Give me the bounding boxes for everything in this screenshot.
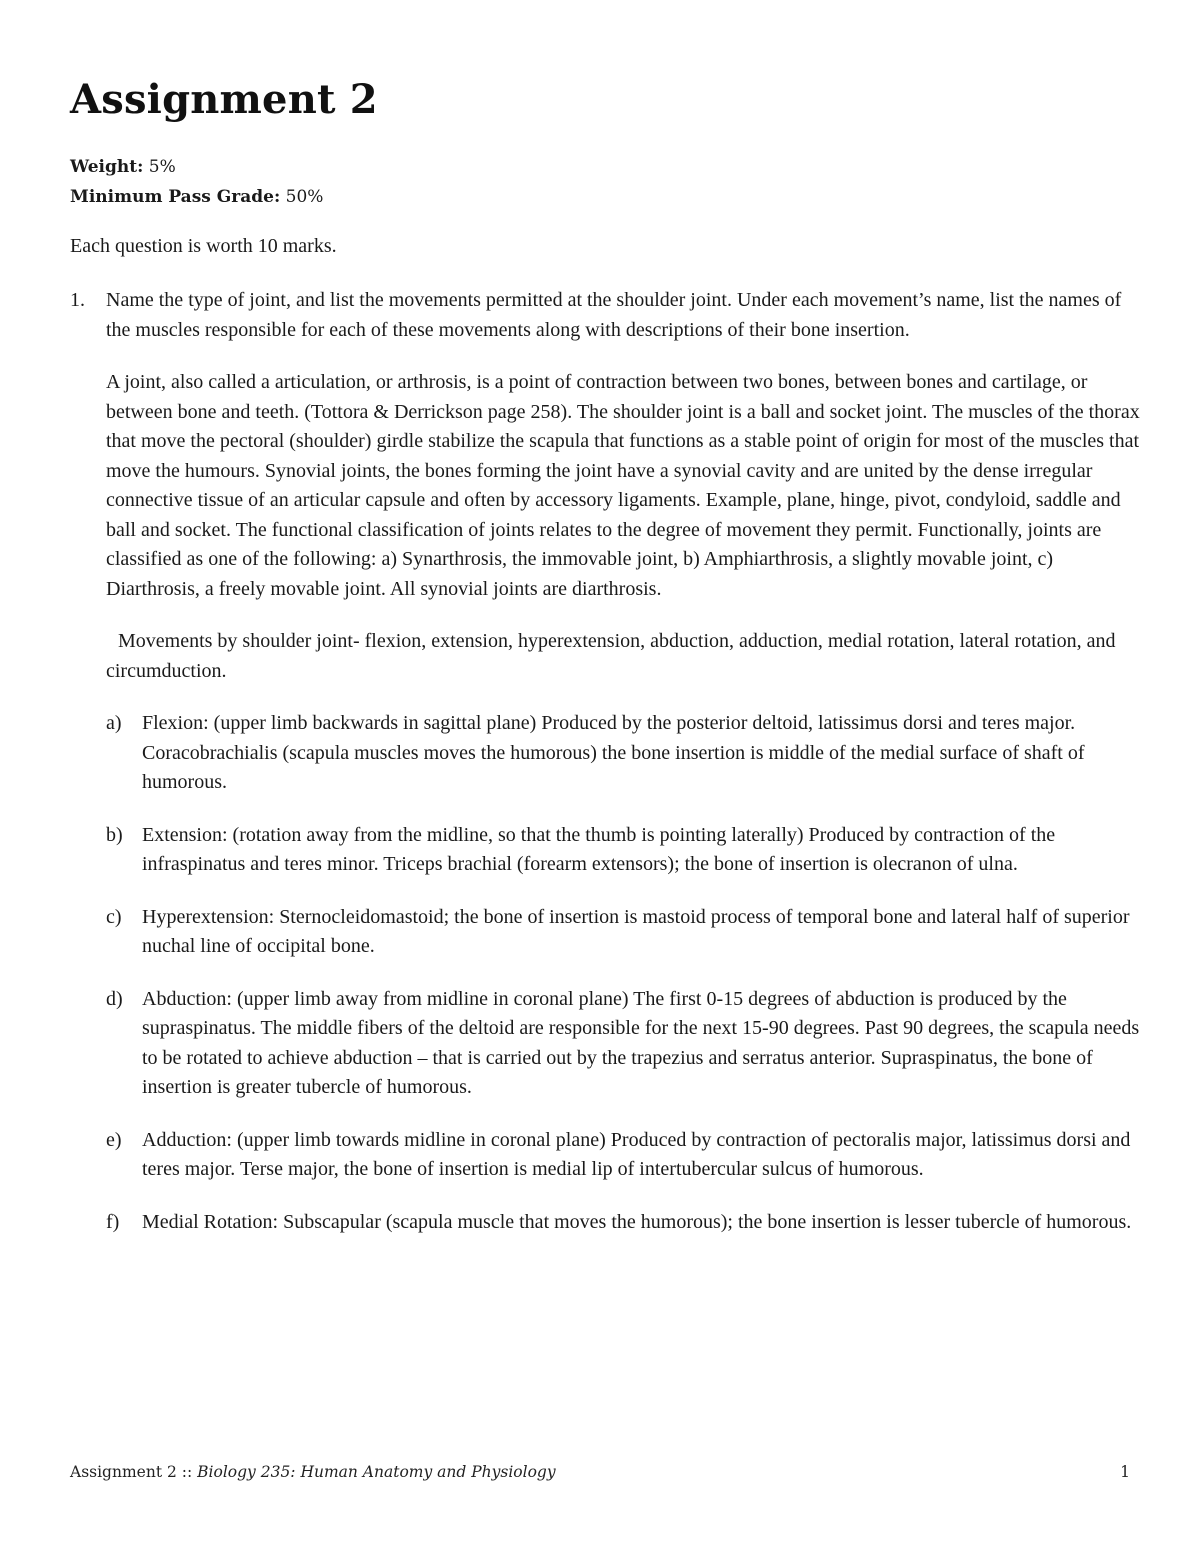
page-footer	[70, 1460, 1130, 1484]
assignment-meta	[70, 152, 323, 212]
list-item-letter: b)	[106, 823, 123, 846]
min-pass-label: Minimum Pass Grade:	[70, 187, 281, 207]
footer-prefix: Assignment 2 ::	[70, 1463, 198, 1481]
list-item-text: Extension: (rotation away from the midline, so that the thumb is pointing laterally) Produced by contraction of the infraspinatus and teres minor. Triceps brachial (forearm extensors); the bone of insertion is olecranon of ulna.	[142, 823, 1056, 875]
min-pass-line	[70, 182, 323, 212]
question-1	[70, 286, 1140, 1260]
question-1-prompt-row	[70, 286, 1140, 345]
list-item-letter: d)	[106, 987, 123, 1010]
question-prompt: Name the type of joint, and list the movements permitted at the shoulder joint. Under each movement’s name, list the names of the muscles responsible for each of these movements along with descriptions of their bone insertion.	[106, 289, 1122, 341]
list-item-text: Adduction: (upper limb towards midline in coronal plane) Produced by contraction of pectoralis major, latissimus dorsi and teres major. Terse major, the bone of insertion is medial lip of intertubercular sulcus of humorous.	[142, 1128, 1131, 1180]
page-title: Assignment 2	[70, 76, 378, 123]
weight-line	[70, 152, 323, 182]
movement-list	[106, 709, 1140, 1237]
movements-intro: Movements by shoulder joint- flexion, extension, hyperextension, abduction, adduction, medial rotation, lateral rotation, and circumduction.	[106, 630, 1116, 682]
footer-course: Biology 235: Human Anatomy and Physiology	[197, 1463, 556, 1481]
list-item-text: Flexion: (upper limb backwards in sagittal plane) Produced by the posterior deltoid, latissimus dorsi and teres major. Coracobrachialis (scapula muscles moves the humorous) the bone insertion is middle of the medial surface of shaft of humorous.	[142, 712, 1085, 793]
list-item-letter: f)	[106, 1210, 120, 1233]
list-item	[106, 821, 1140, 880]
list-item	[106, 985, 1140, 1103]
min-pass-value: 50%	[285, 187, 324, 207]
answer-paragraph: A joint, also called a articulation, or arthrosis, is a point of contraction between two bones, between bones and cartilage, or between bone and teeth. (Tottora & Derrickson page 258). The shoulder joint is a ball and socket joint. The muscles of the thorax that move the pectoral (shoulder) girdle stabilize the scapula that functions as a stable point of origin for most of the muscles that move the humours. Synovial joints, the bones forming the joint have a synovial cavity and are united by the dense irregular connective tissue of an articular capsule and often by accessory ligaments. Example, plane, hinge, pivot, condyloid, saddle and ball and socket. The functional classification of joints relates to the degree of movement they permit. Functionally, joints are classified as one of the following: a) Synarthrosis, the immovable joint, b) Amphiarthrosis, a slightly movable joint, c) Diarthrosis, a freely movable joint. All synovial joints are diarthrosis.	[106, 371, 1140, 600]
list-item-text: Abduction: (upper limb away from midline in coronal plane) The first 0-15 degrees of abduction is produced by the supraspinatus. The middle fibers of the deltoid are responsible for the next 15-90 degrees. Past 90 degrees, the scapula needs to be rotated to achieve abduction – that is carried out by the trapezius and serratus anterior. Supraspinatus, the bone of insertion is greater tubercle of humorous.	[142, 987, 1140, 1098]
list-item-text: Hyperextension: Sternocleidomastoid; the bone of insertion is mastoid process of temporal bone and lateral half of superior nuchal line of occipital bone.	[142, 905, 1130, 957]
list-item	[106, 1208, 1140, 1238]
list-item	[106, 903, 1140, 962]
question-number: 1.	[70, 289, 85, 311]
intro-text: Each question is worth 10 marks.	[70, 235, 337, 257]
list-item	[106, 709, 1140, 798]
list-item	[106, 1126, 1140, 1185]
list-item-letter: a)	[106, 712, 122, 734]
weight-label: Weight:	[70, 157, 144, 177]
list-item-text: Medial Rotation: Subscapular (scapula muscle that moves the humorous); the bone insertion is lesser tubercle of humorous.	[142, 1210, 1132, 1233]
answer-block	[106, 368, 1140, 604]
weight-value: 5%	[148, 157, 176, 177]
list-item-letter: c)	[106, 905, 122, 928]
list-item-letter: e)	[106, 1128, 122, 1151]
page-number: 1	[1120, 1463, 1130, 1481]
